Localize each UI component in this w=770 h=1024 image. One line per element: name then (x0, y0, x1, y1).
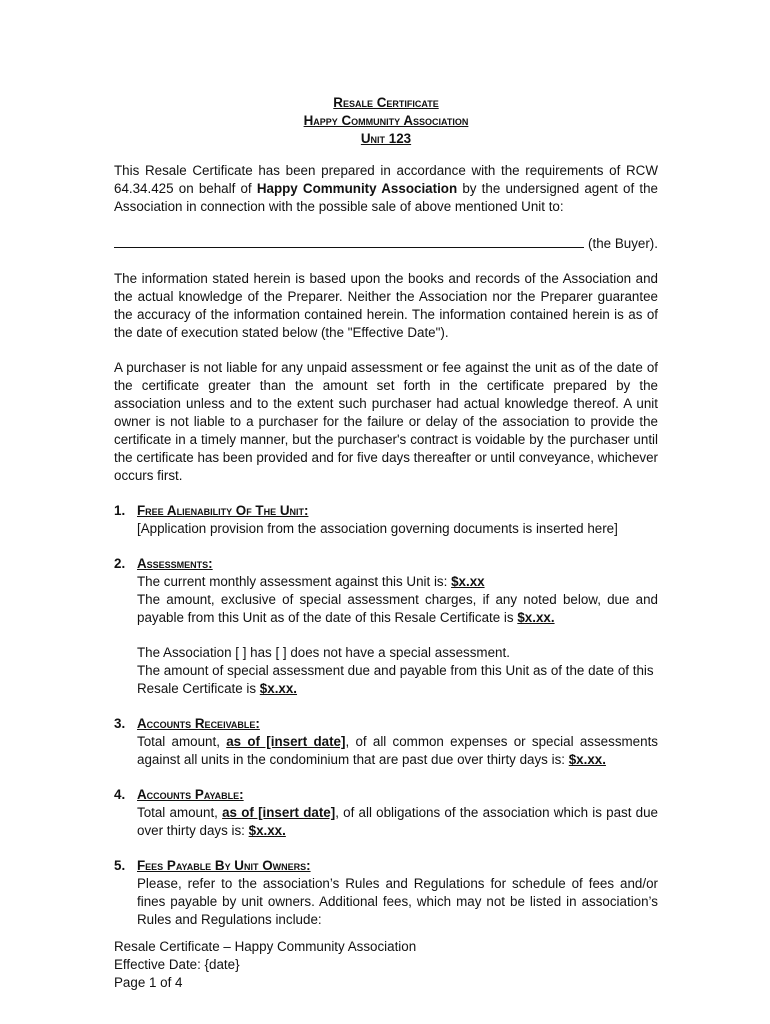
amount-due-line (137, 591, 658, 627)
receivable-date: as of [insert date] (226, 734, 346, 749)
payable-text (137, 804, 658, 840)
intro-paragraph (114, 162, 658, 216)
section-accounts-receivable (114, 715, 658, 769)
section-number: 1. (114, 503, 126, 518)
receivable-text-mid: , of all common expenses or special assessments against all units in the condominium that are past due over thirty days is: (137, 734, 658, 767)
intro-text-before: This Resale Certificate has been prepared in accordance with the requirements of RCW 64.34.425 on behalf of (114, 163, 658, 196)
receivable-value: $x.xx. (568, 752, 606, 767)
section-number: 5. (114, 858, 126, 873)
page-footer (114, 938, 416, 992)
information-disclaimer-paragraph: The information stated herein is based upon the books and records of the Association and the actual knowledge of the Preparer. Neither the Association nor the Preparer guarantee the accuracy of the information contained herein. The information contained herein is as of the date of execution stated below (the "Effective Date"). (114, 271, 658, 340)
section-accounts-payable (114, 786, 658, 840)
monthly-assessment-text: The current monthly assessment against this Unit is: (137, 574, 452, 589)
intro-association-name: Happy Community Association (256, 181, 458, 196)
footer-document-name: Resale Certificate – Happy Community Association (114, 939, 417, 954)
amount-due-value: $x.xx. (517, 610, 555, 625)
document-title (114, 94, 658, 148)
footer-page-number: Page 1 of 4 (114, 975, 183, 990)
title-line-unit: Unit 123 (360, 131, 412, 146)
section-fees-payable (114, 857, 658, 929)
section-number: 2. (114, 556, 126, 571)
section-heading: Accounts Receivable: (137, 716, 260, 731)
special-assessment-status: The Association [ ] has [ ] does not have a special assessment. (137, 645, 510, 660)
buyer-blank-field[interactable] (114, 233, 584, 248)
special-assessment-line (137, 662, 658, 698)
section-heading: Accounts Payable: (137, 787, 244, 802)
section-number: 4. (114, 787, 126, 802)
section-text: [Application provision from the association governing documents is inserted here] (137, 521, 618, 536)
amount-due-text: The amount, exclusive of special assessment charges, if any noted below, due and payable from this Unit as of the date of this Resale Certificate is (137, 592, 658, 625)
monthly-assessment-amount: $x.xx (451, 574, 485, 589)
special-assessment-value: $x.xx. (259, 681, 298, 696)
fees-text: Please, refer to the association’s Rules and Regulations for schedule of fees and/or fines payable by unit owners. Additional fees, which may not be listed in association’s Rules and Regulations include: (137, 876, 658, 927)
title-line-association: Happy Community Association (303, 113, 469, 128)
purchaser-liability-paragraph: A purchaser is not liable for any unpaid assessment or fee against the unit as of the date of the certificate greater than the amount set forth in the certificate prepared by the association unless and to the extent such purchaser had actual knowledge thereof. A unit owner is not liable to a purchaser for the failure or delay of the association to provide the certificate in a timely manner, but the purchaser's contract is voidable by the purchaser until the certificate has been provided and for five days thereafter or until conveyance, whichever occurs first. (114, 360, 658, 483)
monthly-assessment-line (137, 573, 658, 591)
payable-value: $x.xx. (248, 823, 286, 838)
section-free-alienability (114, 502, 658, 538)
special-assessment-text: The amount of special assessment due and payable from this Unit as of the date of this Resale Certificate is (137, 663, 654, 696)
buyer-line (114, 233, 658, 253)
section-number: 3. (114, 716, 126, 731)
section-heading: Free Alienability Of The Unit: (137, 503, 309, 518)
payable-text-mid: , of all obligations of the association which is past due over thirty days is: (137, 805, 658, 838)
payable-text-pre: Total amount, (137, 805, 223, 820)
buyer-label: (the Buyer). (588, 236, 658, 251)
document-page (114, 94, 658, 929)
title-line-certificate: Resale Certificate (333, 95, 439, 110)
receivable-text-pre: Total amount, (137, 734, 227, 749)
intro-text-after: by the undersigned agent of the Association in connection with the possible sale of above mentioned Unit to: (114, 181, 658, 214)
section-assessments (114, 555, 658, 698)
payable-date: as of [insert date] (222, 805, 336, 820)
section-heading: Assessments: (137, 556, 213, 571)
footer-effective-date: Effective Date: {date} (114, 957, 240, 972)
section-heading: Fees Payable By Unit Owners: (137, 858, 311, 873)
receivable-text (137, 733, 658, 769)
